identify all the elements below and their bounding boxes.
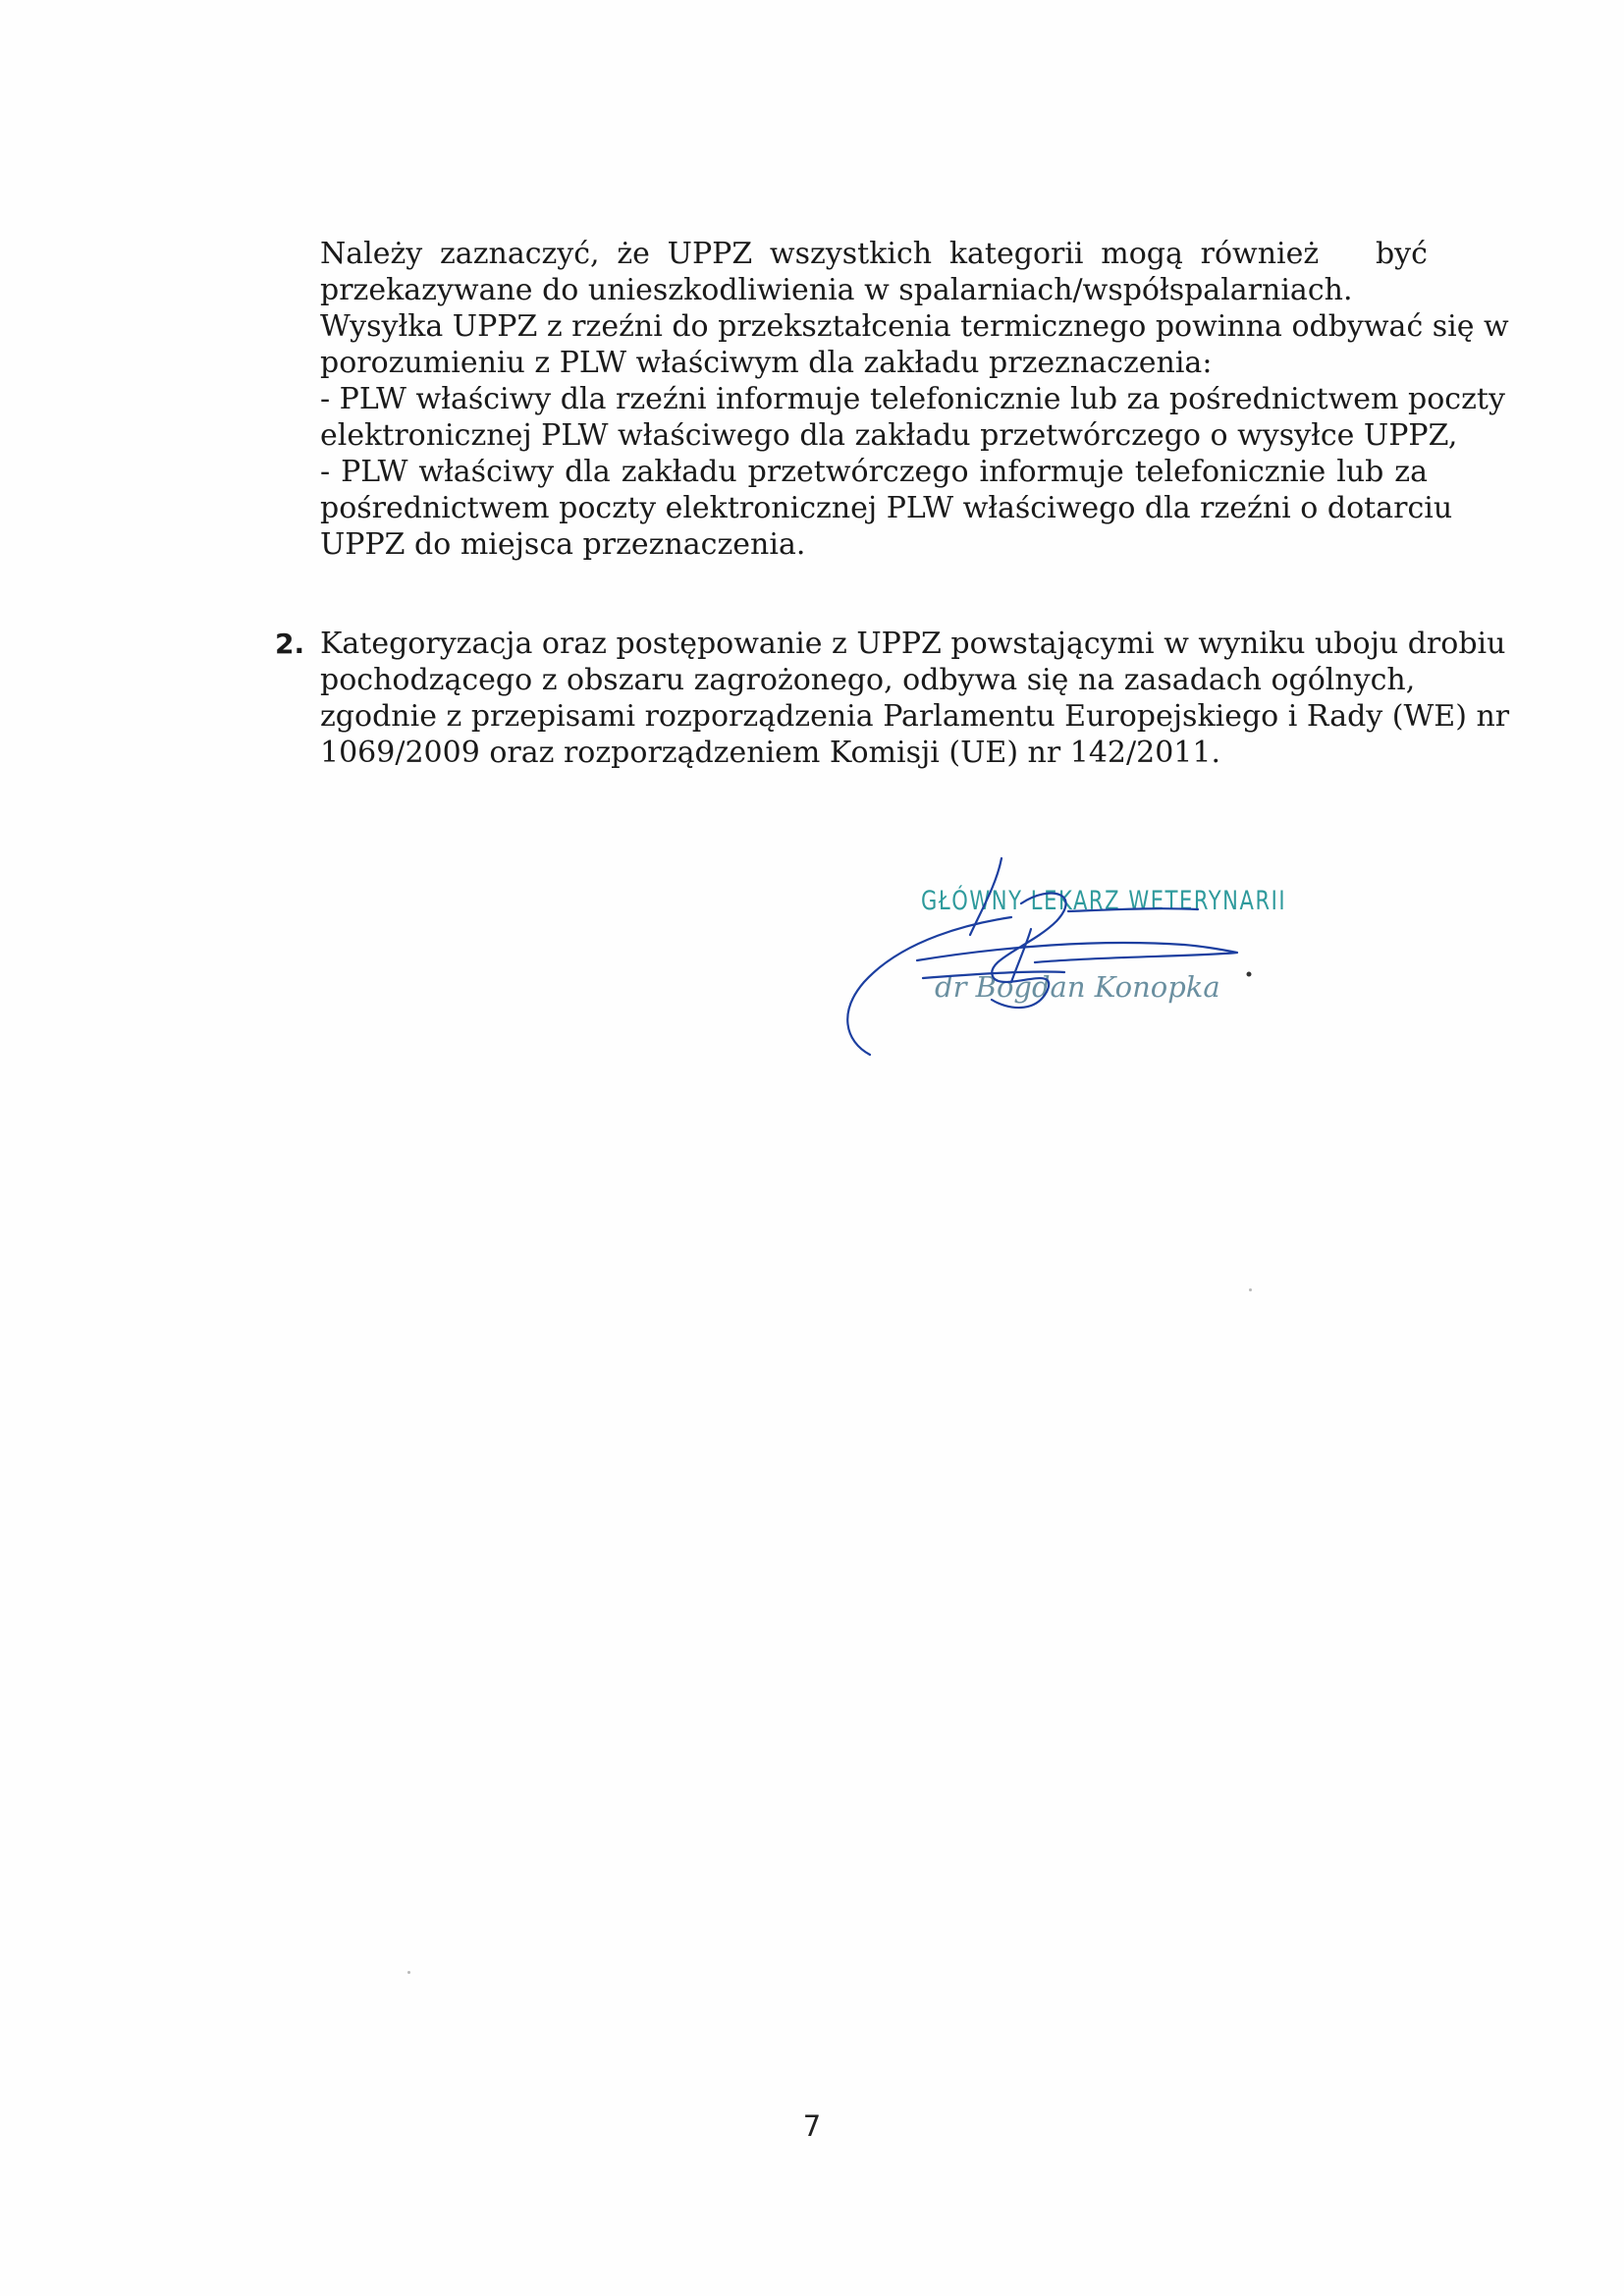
page-number: 7 [802,2109,822,2143]
word: telefonicznie [1134,455,1326,489]
word: przetwórczego [747,455,969,489]
stamp-title: GŁÓWNY LEKARZ WETERYNARII [921,886,1287,916]
paragraph-1-line-7 [320,454,1428,490]
word: UPPZ [667,237,753,271]
paragraph-1-line-9: UPPZ do miejsca przeznaczenia. [320,527,806,562]
word: informuje [979,455,1124,489]
paragraph-1-line-8: pośrednictwem poczty elektronicznej PLW właściwego dla rzeźni o dotarciu [320,491,1453,525]
word: - [320,455,331,489]
paragraph-1-line-6: elektronicznej PLW właściwego dla zakładu przetwórczego o wysyłce UPPZ, [320,418,1458,453]
item-2-line-3: zgodnie z przepisami rozporządzenia Parlamentu Europejskiego i Rady (WE) nr [320,699,1510,734]
paragraph-1-line-2: przekazywane do unieszkodliwienia w spalarniach/współspalarniach. [320,273,1353,307]
item-2-line-4: 1069/2009 oraz rozporządzeniem Komisji (UE) nr 142/2011. [320,736,1221,770]
handwritten-signature [825,845,1355,1061]
paragraph-1-line-4: porozumieniu z PLW właściwym dla zakładu przeznaczenia: [320,346,1213,380]
word: być [1375,237,1428,271]
word: wszystkich [769,237,933,271]
word: zakładu [621,455,737,489]
item-2-text [320,626,1510,771]
item-number: 2. [275,628,305,660]
word: zaznaczyć, [440,237,600,271]
word: dla [565,455,611,489]
word: Należy [320,237,423,271]
word: PLW [341,455,408,489]
word: kategorii [948,237,1084,271]
stamp-name: dr Bogdan Konopka [935,970,1220,1004]
paragraph-1 [320,236,1509,563]
word: właściwy [418,455,555,489]
scan-speck [1249,1288,1252,1291]
word: lub [1336,455,1384,489]
word: że [617,237,650,271]
item-2-line-1: Kategoryzacja oraz postępowanie z UPPZ powstającymi w wyniku uboju drobiu [320,627,1506,661]
paragraph-1-line-3: Wysyłka UPPZ z rzeźni do przekształcenia termicznego powinna odbywać się w [320,309,1509,344]
paragraph-1-line-5: - PLW właściwy dla rzeźni informuje telefonicznie lub za pośrednictwem poczty [320,382,1505,416]
item-2-line-2: pochodzącego z obszaru zagrożonego, odbywa się na zasadach ogólnych, [320,663,1416,697]
word: za [1394,455,1428,489]
official-stamp [825,845,1355,1061]
word: również [1200,237,1320,271]
scan-speck [407,1971,410,1974]
word: mogą [1101,237,1183,271]
paragraph-1-line-1 [320,236,1428,272]
